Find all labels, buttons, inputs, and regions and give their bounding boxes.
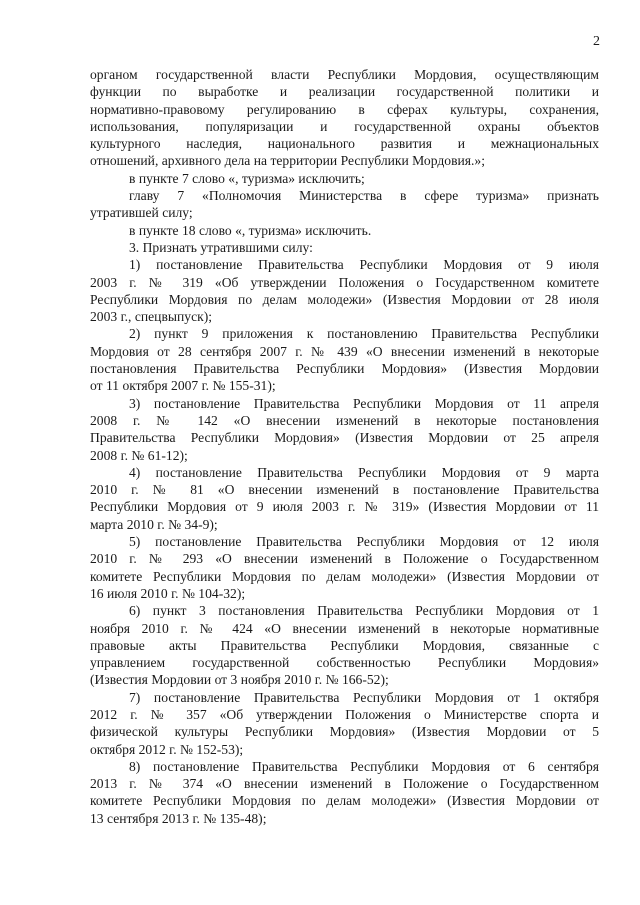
text-line: 7) постановление Правительства Республики Мордовия от 1 октября xyxy=(129,689,599,705)
text-line: 16 июля 2010 г. № 104-32); xyxy=(90,585,246,601)
text-line: (Известия Мордовии от 3 ноября 2010 г. № 166-52); xyxy=(90,672,389,688)
text-line: органом государственной власти Республики Мордовия, осуществляющим xyxy=(90,67,599,82)
page-number: 2 xyxy=(593,34,600,49)
text-line: комитете Республики Мордовия по делам молодежи» (Известия Мордовии от xyxy=(90,793,599,809)
text-line: 5) постановление Правительства Республики Мордовия от 12 июля xyxy=(129,534,599,550)
text-line: постановления Правительства Республики Мордовия» (Известия Мордовии xyxy=(90,361,599,377)
text-line: 2003 г., спецвыпуск); xyxy=(90,309,213,325)
text-line: 2008 г. № 142 «О внесении изменений в некоторые постановления xyxy=(90,412,599,428)
text-line: Республики Мордовия по делам молодежи» (Известия Мордовии от 28 июля xyxy=(90,291,599,307)
text-line: 8) постановление Правительства Республики Мордовия от 6 сентября xyxy=(129,758,599,774)
text-line: 3. Признать утратившими силу: xyxy=(129,239,313,255)
text-line: 4) постановление Правительства Республики Мордовия от 9 марта xyxy=(129,464,599,480)
text-line: 2010 г. № 293 «О внесении изменений в Положение о Государственном xyxy=(90,551,599,567)
text-line: 2008 г. № 61-12); xyxy=(90,447,188,463)
text-line: главу 7 «Полномочия Министерства в сфере туризма» признать xyxy=(129,188,599,204)
text-line: утратившей силу; xyxy=(90,205,193,221)
document-body xyxy=(90,66,599,827)
text-line: октября 2012 г. № 152-53); xyxy=(90,741,244,757)
text-line: 1) постановление Правительства Республики Мордовия от 9 июля xyxy=(129,257,599,273)
text-line: 2013 г. № 374 «О внесении изменений в Положение о Государственном xyxy=(90,776,599,792)
text-line: 3) постановление Правительства Республики Мордовия от 11 апреля xyxy=(129,395,599,411)
text-line: 2003 г. № 319 «Об утверждении Положения о Государственном комитете xyxy=(90,274,599,290)
text-line: физической культуры Республики Мордовия» (Известия Мордовии от 5 xyxy=(90,724,599,740)
text-line: от 11 октября 2007 г. № 155-31); xyxy=(90,378,276,394)
text-line: ноября 2010 г. № 424 «О внесении изменений в некоторые нормативные xyxy=(90,620,599,636)
text-line: нормативно-правовому регулированию в сферах культуры, сохранения, xyxy=(90,101,599,117)
text-line: управлением государственной собственностью Республики Мордовия» xyxy=(90,655,599,671)
text-line: 2010 г. № 81 «О внесении изменений в постановление Правительства xyxy=(90,482,599,498)
text-line: 2012 г. № 357 «Об утверждении Положения о Министерстве спорта и xyxy=(90,706,599,722)
text-line: отношений, архивного дела на территории Республики Мордовия.»; xyxy=(90,153,485,169)
text-line: правовые акты Правительства Республики Мордовия, связанные с xyxy=(90,637,599,653)
text-line: Правительства Республики Мордовия» (Известия Мордовии от 25 апреля xyxy=(90,430,599,446)
text-line: функции по выработке и реализации государственной политики и xyxy=(90,84,599,100)
text-line: Мордовия от 28 сентября 2007 г. № 439 «О внесении изменений в некоторые xyxy=(90,343,599,359)
text-line: 2) пункт 9 приложения к постановлению Правительства Республики xyxy=(129,326,599,342)
text-line: марта 2010 г. № 34-9); xyxy=(90,516,218,532)
text-line: в пункте 18 слово «, туризма» исключить. xyxy=(129,222,372,238)
text-line: использования, популяризации и государственной охраны объектов xyxy=(90,118,599,134)
text-line: в пункте 7 слово «, туризма» исключить; xyxy=(129,170,365,186)
text-line: культурного наследия, национального развития и межнациональных xyxy=(90,136,599,152)
text-line: комитете Республики Мордовия по делам молодежи» (Известия Мордовии от xyxy=(90,568,599,584)
text-line: 13 сентября 2013 г. № 135-48); xyxy=(90,810,267,826)
text-line: Республики Мордовия от 9 июля 2003 г. № 319» (Известия Мордовии от 11 xyxy=(90,499,599,515)
text-line: 6) пункт 3 постановления Правительства Республики Мордовия от 1 xyxy=(129,603,599,619)
